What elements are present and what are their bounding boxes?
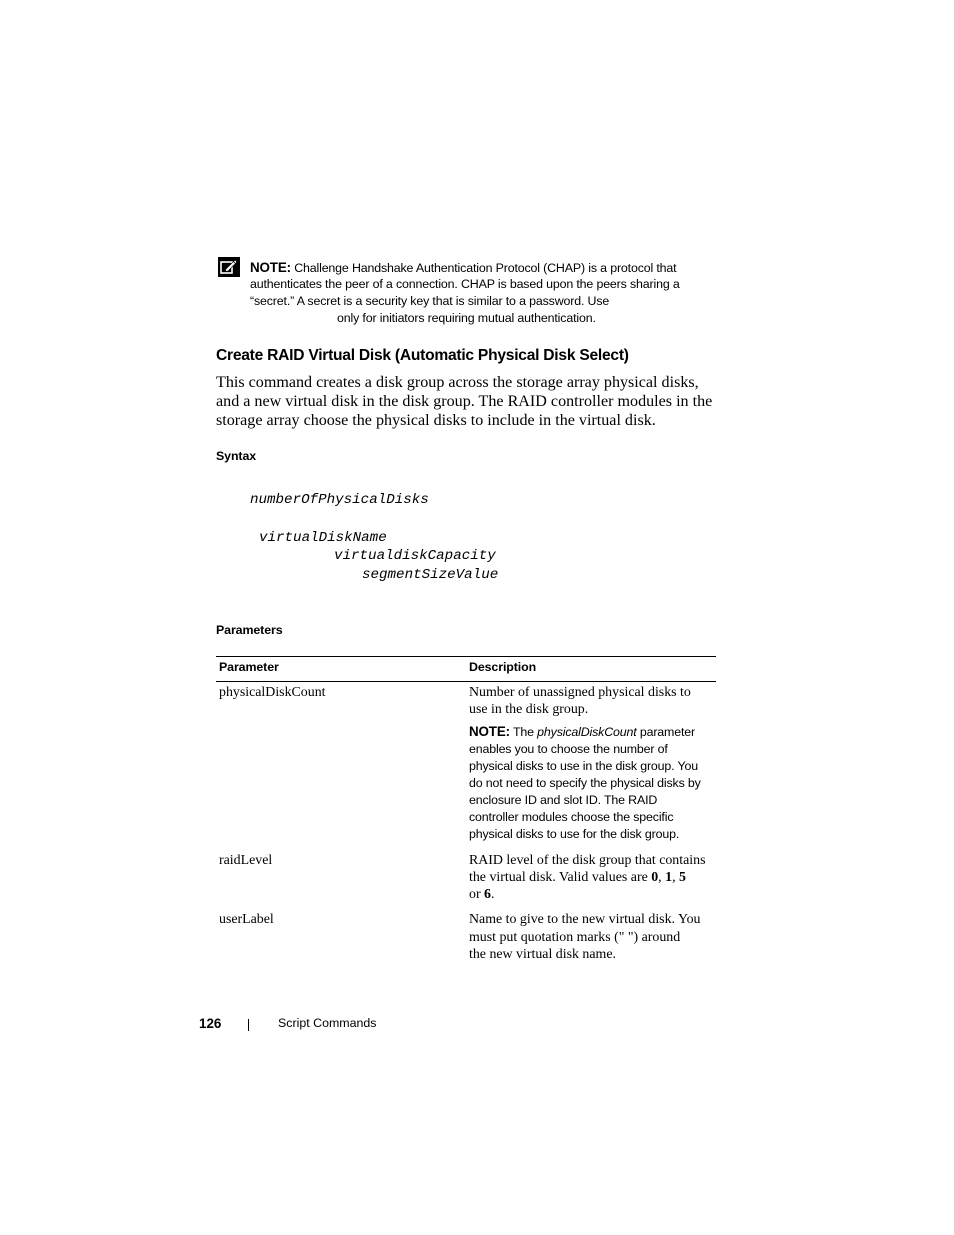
syntax-segment-size-value: segmentSizeValue [362,567,499,583]
section-heading: Create RAID Virtual Disk (Automatic Physical Disk Select) [216,347,629,364]
desc-note-label: NOTE: [469,724,510,739]
syntax-heading: Syntax [216,449,257,463]
desc-note-line [469,723,695,741]
note-text-1: Challenge Handshake Authentication Protocol (CHAP) is a protocol that [294,261,677,275]
column-header-parameter: Parameter [219,660,279,674]
desc-note-post: parameter [636,725,695,739]
desc-line [469,869,686,886]
syntax-virtual-disk-name: virtualDiskName [259,530,387,546]
desc-line: use in the disk group. [469,702,589,717]
param-name-raid-level: raidLevel [219,853,273,868]
syntax-number-of-physical-disks: numberOfPhysicalDisks [250,492,429,508]
column-header-description: Description [469,660,537,674]
param-name-user-label: userLabel [219,912,274,927]
desc-note-line: enables you to choose the number of [469,742,668,756]
page-number: 126 [199,1016,222,1031]
footer-title: Script Commands [278,1016,377,1030]
footer-separator [248,1019,249,1031]
body-line-3: storage array choose the physical disks to include in the virtual disk. [216,412,656,429]
desc-line: Number of unassigned physical disks to [469,685,691,700]
desc-note-line: controller modules choose the specific [469,810,674,824]
parameters-heading: Parameters [216,623,283,637]
desc-note-param: physicalDiskCount [537,725,637,739]
desc-line: Name to give to the new virtual disk. You [469,912,701,927]
note-line-1 [250,259,676,277]
note-label: NOTE: [250,260,291,275]
desc-text: the virtual disk. Valid values are [469,870,652,885]
desc-note-line: do not need to specify the physical disks by [469,776,701,790]
desc-note-line: physical disks to use in the disk group. You [469,759,698,773]
body-line-1: This command creates a disk group across the storage array physical disks, [216,374,699,391]
raid-value-5: 5 [679,870,686,885]
desc-note-pre: The [509,725,538,739]
raid-value-0: 0 [651,870,659,885]
raid-value-6: 6 [484,887,491,902]
desc-note-line: physical disks to use for the disk group. [469,827,680,841]
param-name-physical-disk-count: physicalDiskCount [219,685,326,700]
table-header-rule [216,681,716,682]
desc-note-line: enclosure ID and slot ID. The RAID [469,793,658,807]
raid-value-1: 1 [665,870,673,885]
desc-line: RAID level of the disk group that contains [469,853,706,868]
desc-line [469,886,494,903]
body-line-2: and a new virtual disk in the disk group. The RAID controller modules in the [216,393,713,410]
syntax-virtual-disk-capacity: virtualdiskCapacity [334,548,496,564]
note-pencil-icon [218,257,240,277]
desc-line: the new virtual disk name. [469,947,616,962]
table-top-rule [216,656,716,657]
note-line-3: “secret.” A secret is a security key that is similar to a password. Use [250,294,610,308]
desc-sep: , [658,870,666,885]
desc-line: must put quotation marks (" ") around [469,930,681,945]
desc-text: or [469,887,485,902]
desc-sep: , [672,870,680,885]
desc-text: . [491,887,495,902]
note-line-2: authenticates the peer of a connection. CHAP is based upon the peers sharing a [250,277,680,291]
note-line-4: only for initiators requiring mutual authentication. [337,311,596,325]
